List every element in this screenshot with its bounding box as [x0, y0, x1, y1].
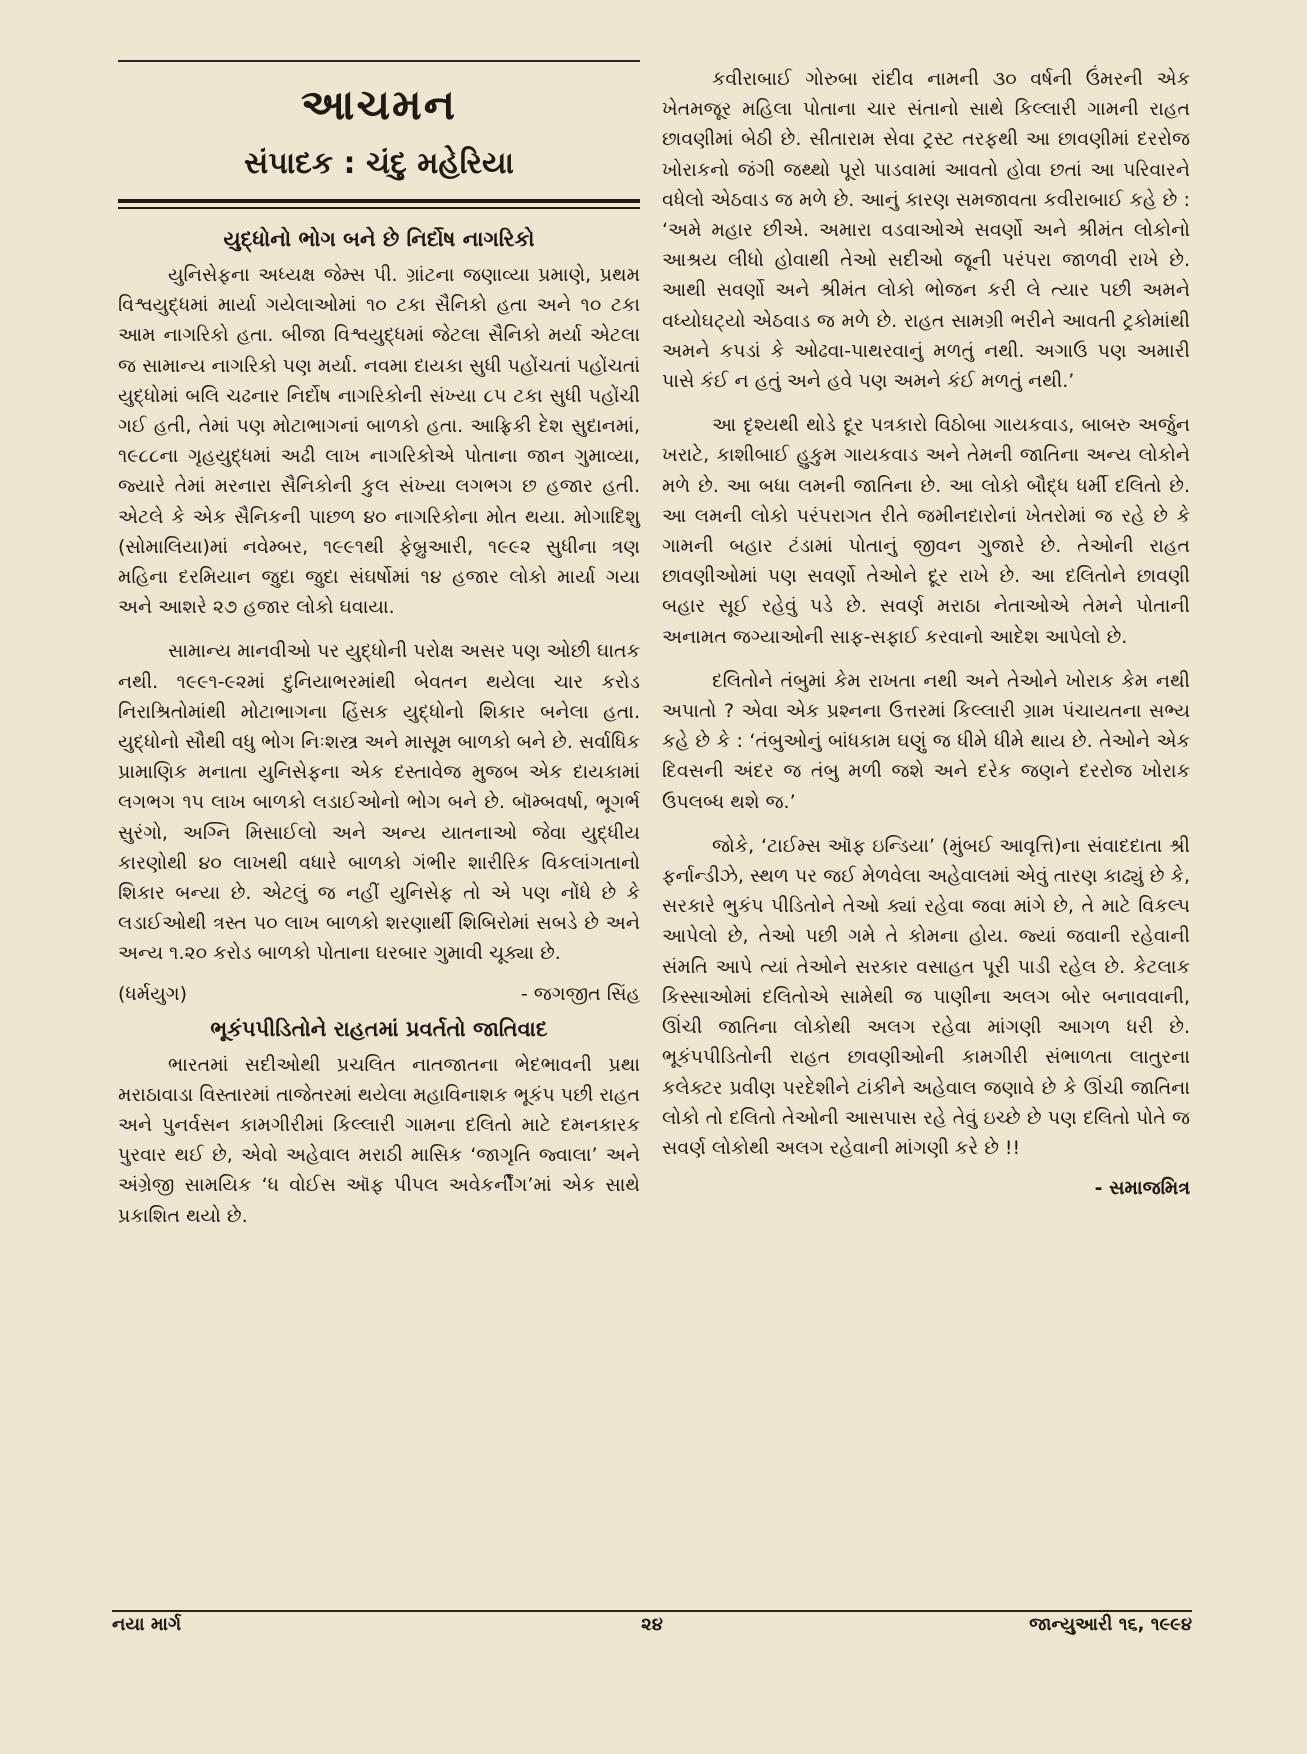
right-column [662, 64, 1190, 1199]
footer-rule [112, 1610, 1192, 1612]
article1-source: (ધર્મયુગ) [118, 982, 188, 1005]
top-rule [118, 60, 640, 62]
double-rule [118, 199, 640, 209]
article2-headline: ભૂકંપપીડિતોને રાહતમાં પ્રવર્તતો જાતિવાદ [210, 1016, 548, 1041]
article1-paragraph: યુનિસેફના અધ્યક્ષ જેમ્સ પી. ગ્રાંટના જણાવ્યા પ્રમાણે, પ્રથમ વિશ્વયુદ્ધમાં માર્યા ગયેલાઓમાં ૧૦ ટકા સૈનિકો હતા અને ૧૦ ટકા આમ નાગરિકો હતા. બીજા વિશ્વયુદ્ધમાં જેટલા સૈનિકો મર્યા એટલા જ સામાન્ય નાગરિકો પણ મર્યા. નવમા દાયકા સુધી પહોંચતાં પહોંચતાં યુદ્ધોમાં બલિ ચઢનાર નિર્દોષ નાગરિકોની સંખ્યા ૮૫ ટકા સુધી પહોંચી ગઈ હતી, તેમાં પણ મોટાભાગનાં બાળકો હતા. આફ્રિકી દેશ સુદાનમાં, ૧૯૮૮ના ગૃહયુદ્ધમાં અઢી લાખ નાગરિકોએ પોતાના જાન ગુમાવ્યા, જ્યારે તેમાં મરનારા સૈનિકોની કુલ સંખ્યા લગભગ છ હજાર હતી. એટલે કે એક સૈનિકની પાછળ ૪૦ નાગરિકોના મોત થયા. મોગાદિશુ (સોમાલિયા)માં નવેમ્બર, ૧૯૯૧થી ફેબ્રુઆરી, ૧૯૯૨ સુધીના ત્રણ મહિના દરમિયાન જુદા જુદા સંઘર્ષોમાં ૧૪ હજાર લોકો માર્યા ગયા અને આશરે ૨૭ હજાર લોકો ઘવાયા. [118, 264, 640, 619]
article1-author: - જગજીત સિંહ [520, 982, 640, 1005]
left-column [118, 60, 640, 1245]
article2-author: - સમાજમિત્ર [1094, 1177, 1190, 1200]
article2-paragraph: આ દૃશ્યથી થોડે દૂર પત્રકારો વિઠોબા ગાયકવાડ, બાબરુ અર્જુન ખરાટે, કાશીબાઈ હુકુમ ગાયકવાડ અને તેમની જાતિના અન્ય લોકોને મળે છે. આ બધા લમની જાતિના છે. આ લોકો બૌદ્ધ ધર્મી દલિતો છે. આ લમની લોકો પરંપરાગત રીતે જમીનદારોનાં ખેતરોમાં જ રહે છે કે ગામની બહાર ટંડામાં પોતાનું જીવન ગુજારે છે. તેઓની રાહત છાવણીઓમાં પણ સવર્ણો તેઓને દૂર રાખે છે. આ દલિતોને છાવણી બહાર સૂઈ રહેવું પડે છે. સવર્ણ મરાઠા નેતાઓએ તેમને પોતાની અનામત જગ્યાઓની સાફ-સફાઈ કરવાનો આદેશ આપેલો છે. [662, 414, 1190, 648]
page-footer [112, 1614, 1192, 1635]
article1-signature [118, 983, 640, 1005]
footer-date: જાન્યુઆરી ૧૬, ૧૯૯૪ [1029, 1614, 1192, 1635]
footer-magazine-name: નયા માર્ગ [112, 1614, 182, 1635]
editor-credit: સંપાદક : ચંદુ મહેરિયા [244, 146, 514, 181]
article1-paragraph: સામાન્ય માનવીઓ પર યુદ્ધોની પરોક્ષ અસર પણ ઓછી ઘાતક નથી. ૧૯૯૧-૯૨માં દુનિયાભરમાંથી બેવતન થયેલા ચાર કરોડ નિરાશ્રિતોમાંથી મોટાભાગના હિંસક યુદ્ધોનો શિકાર બનેલા હતા. યુદ્ધોનો સૌથી વધુ ભોગ નિઃશસ્ત્ર અને માસૂમ બાળકો બને છે. સર્વાધિક પ્રામાણિક મનાતા યુનિસેફના એક દસ્તાવેજ મુજબ એક દાયકામાં લગભગ ૧૫ લાખ બાળકો લડાઈઓનો ભોગ બને છે. બૉમ્બવર્ષા, ભૂગર્ભ સુરંગો, અગ્નિ મિસાઈલો અને અન્ય યાતનાઓ જેવા યુદ્ધીય કારણોથી ૪૦ લાખથી વધારે બાળકો ગંભીર શારીરિક વિકલાંગતાનો શિકાર બન્યા છે. એટલું જ નહીં યુનિસેફ તો એ પણ નોંધે છે કે લડાઈઓથી ત્રસ્ત ૫૦ લાખ બાળકો શરણાર્થી શિબિરોમાં સબડે છે અને અન્ય ૧.૨૦ કરોડ બાળકો પોતાના ઘરબાર ગુમાવી ચૂક્યા છે. [118, 640, 640, 965]
page-number: ૨૪ [641, 1614, 663, 1635]
article2-paragraph: દલિતોને તંબુમાં કેમ રાખતા નથી અને તેઓને ખોરાક કેમ નથી અપાતો ? એવા એક પ્રશ્નના ઉત્તરમાં કિલ્લારી ગ્રામ પંચાયતના સભ્ય કહે છે કે : ‘તંબુઓનું બાંધકામ ઘણું જ ધીમે ધીમે થાય છે. તેઓને એક દિવસની અંદર જ તંબુ મળી જશે અને દરેક જણને દરરોજ ખોરાક ઉપલબ્ધ થશે જ.’ [662, 669, 1190, 813]
article2-paragraph: જોકે, ‘ટાઈમ્સ ઑફ ઇન્ડિયા’ (મુંબઈ આવૃત્તિ)ના સંવાદદાતા શ્રી ફર્નાન્ડીઝે, સ્થળ પર જઈ મેળવેલા અહેવાલમાં એવું તારણ કાઢ્યું છે કે, સરકારે ભુકંપ પીડિતોને તેઓ ક્યાં રહેવા જવા માંગે છે, તે માટે વિકલ્પ આપેલો છે, તેઓ પછી ગમે તે કોમના હોય. જ્યાં જવાની રહેવાની સંમતિ આપે ત્યાં તેઓને સરકાર વસાહત પૂરી પાડી રહેલ છે. કેટલાક કિસ્સાઓમાં દલિતોએ સામેથી જ પાણીના અલગ બોર બનાવવાની, ઊંચી જાતિના લોકોથી અલગ રહેવા માંગણી આગળ ધરી છે. ભૂકંપપીડિતોની રાહત છાવણીઓની કામગીરી સંભાળતા લાતુરના કલેક્ટર પ્રવીણ પરદેશીને ટાંકીને અહેવાલ જણાવે છે કે ઊંચી જાતિના લોકો તો દલિતો તેઓની આસપાસ રહે તેવું ઇચ્છે છે પણ દલિતો પોતે જ સવર્ણ લોકોથી અલગ રહેવાની માંગણી કરે છે !! [662, 834, 1190, 1159]
column-title: આચમન [301, 80, 457, 129]
article2-paragraph: કવીરાબાઈ ગોરુબા રાંદીવ નામની ૩૦ વર્ષની ઉંમરની એક ખેતમજૂર મહિલા પોતાના ચાર સંતાનો સાથે કિલ્લારી ગામની રાહત છાવણીમાં બેઠી છે. સીતારામ સેવા ટ્રસ્ટ તરફથી આ છાવણીમાં દરરોજ ખોરાકનો જંગી જથ્થો પૂરો પાડવામાં આવતો હોવા છતાં આ પરિવારને વધેલો એઠવાડ જ મળે છે. આનું કારણ સમજાવતા કવીરાબાઈ કહે છે : ‘અમે મહાર છીએ. અમારા વડવાઓએ સવર્ણો અને શ્રીમંત લોકોનો આશ્રય લીધો હોવાથી તેઓ સદીઓ જૂની પરંપરા જાળવી રાખે છે. આથી સવર્ણો અને શ્રીમંત લોકો ભોજન કરી લે ત્યાર પછી અમને વધ્યોઘટ્યો એઠવાડ જ મળે છે. રાહત સામગ્રી ભરીને આવતી ટ્રકોમાંથી અમને કપડાં કે ઓઢવા-પાથરવાનું મળતું નથી. અગાઉ પણ અમારી પાસે કંઈ ન હતું અને હવે પણ અમને કંઈ મળતું નથી.’ [662, 68, 1190, 393]
article2-paragraph: ભારતમાં સદીઓથી પ્રચલિત નાતજાતના ભેદભાવની પ્રથા મરાઠાવાડા વિસ્તારમાં તાજેતરમાં થયેલા મહાવિનાશક ભૂકંપ પછી રાહત અને પુનર્વસન કામગીરીમાં કિલ્લારી ગામના દલિતો માટે દમનકારક પુરવાર થઈ છે, એવો અહેવાલ મરાઠી માસિક ‘જાગૃતિ જ્વાલા’ અને અંગ્રેજી સામયિક ‘ધ વોઈસ ઑફ પીપલ અવેકર્નીંગ’માં એક સાથે પ્રકાશિત થયો છે. [118, 1053, 640, 1227]
article1-headline: યુદ્ધોનો ભોગ બને છે નિર્દોષ નાગરિકો [223, 227, 535, 251]
